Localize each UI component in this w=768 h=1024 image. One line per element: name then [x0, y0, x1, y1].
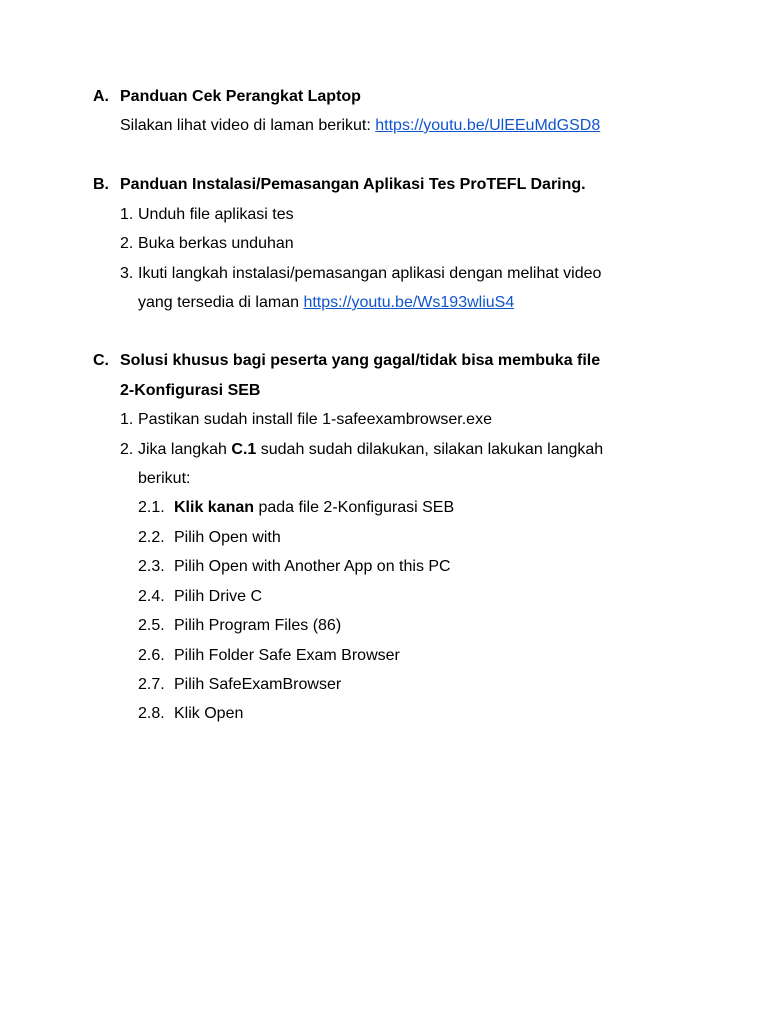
- section-b-video-link[interactable]: https://youtu.be/Ws193wliuS4: [303, 294, 515, 311]
- list-item-text: [138, 440, 603, 460]
- list-item-number: 2.: [120, 441, 134, 458]
- section-c-title-line1: Solusi khusus bagi peserta yang gagal/tidak bisa membuka file: [120, 352, 601, 369]
- step-number: 2.3.: [138, 558, 165, 575]
- step-text: Pilih Drive C: [174, 588, 263, 605]
- section-c-title-line2: 2-Konfigurasi SEB: [120, 382, 261, 399]
- list-item-text: Pastikan sudah install file 1-safeexambrowser.exe: [138, 411, 492, 428]
- section-c-letter: C.: [93, 352, 109, 369]
- step-text: Pilih SafeExamBrowser: [174, 676, 342, 693]
- list-item-number: 1.: [120, 206, 134, 223]
- step-number: 2.7.: [138, 676, 165, 693]
- step-number: 2.5.: [138, 617, 165, 634]
- step-number: 2.1.: [138, 499, 165, 516]
- step-number: 2.8.: [138, 705, 165, 722]
- step-number: 2.4.: [138, 588, 165, 605]
- section-b-title: Panduan Instalasi/Pemasangan Aplikasi Tes ProTEFL Daring.: [120, 176, 586, 193]
- section-a-video-link[interactable]: https://youtu.be/UlEEuMdGSD8: [375, 117, 601, 134]
- step-rest: pada file 2-Konfigurasi SEB: [254, 499, 455, 516]
- section-a-intro-line: [120, 116, 600, 136]
- step-number: 2.2.: [138, 529, 165, 546]
- list-item-continuation: berikut:: [138, 470, 191, 487]
- list-item-number: 2.: [120, 235, 134, 252]
- list-item-text: Buka berkas unduhan: [138, 235, 294, 252]
- step-number: 2.6.: [138, 647, 165, 664]
- item2-post: sudah sudah dilakukan, silakan lakukan langkah: [256, 441, 604, 458]
- item2-bold-ref: C.1: [231, 441, 257, 458]
- list-item-number: 3.: [120, 265, 134, 282]
- section-a-intro: Silakan lihat video di laman berikut:: [120, 117, 376, 134]
- list-item-text: Ikuti langkah instalasi/pemasangan aplikasi dengan melihat video: [138, 265, 602, 282]
- step-bold: Klik kanan: [174, 499, 255, 516]
- section-a-title: Panduan Cek Perangkat Laptop: [120, 88, 361, 105]
- list-item-continuation: [138, 293, 514, 313]
- step-text: Pilih Open with Another App on this PC: [174, 558, 451, 575]
- step-text: Pilih Open with: [174, 529, 281, 546]
- section-a-letter: A.: [93, 88, 109, 105]
- list-item-cont-text: yang tersedia di laman: [138, 294, 304, 311]
- step-text: Pilih Folder Safe Exam Browser: [174, 647, 400, 664]
- section-b-letter: B.: [93, 176, 109, 193]
- step-text: Klik Open: [174, 705, 244, 722]
- step-text: [174, 498, 454, 518]
- step-text: Pilih Program Files (86): [174, 617, 342, 634]
- item2-pre: Jika langkah: [138, 441, 232, 458]
- list-item-number: 1.: [120, 411, 134, 428]
- list-item-text: Unduh file aplikasi tes: [138, 206, 294, 223]
